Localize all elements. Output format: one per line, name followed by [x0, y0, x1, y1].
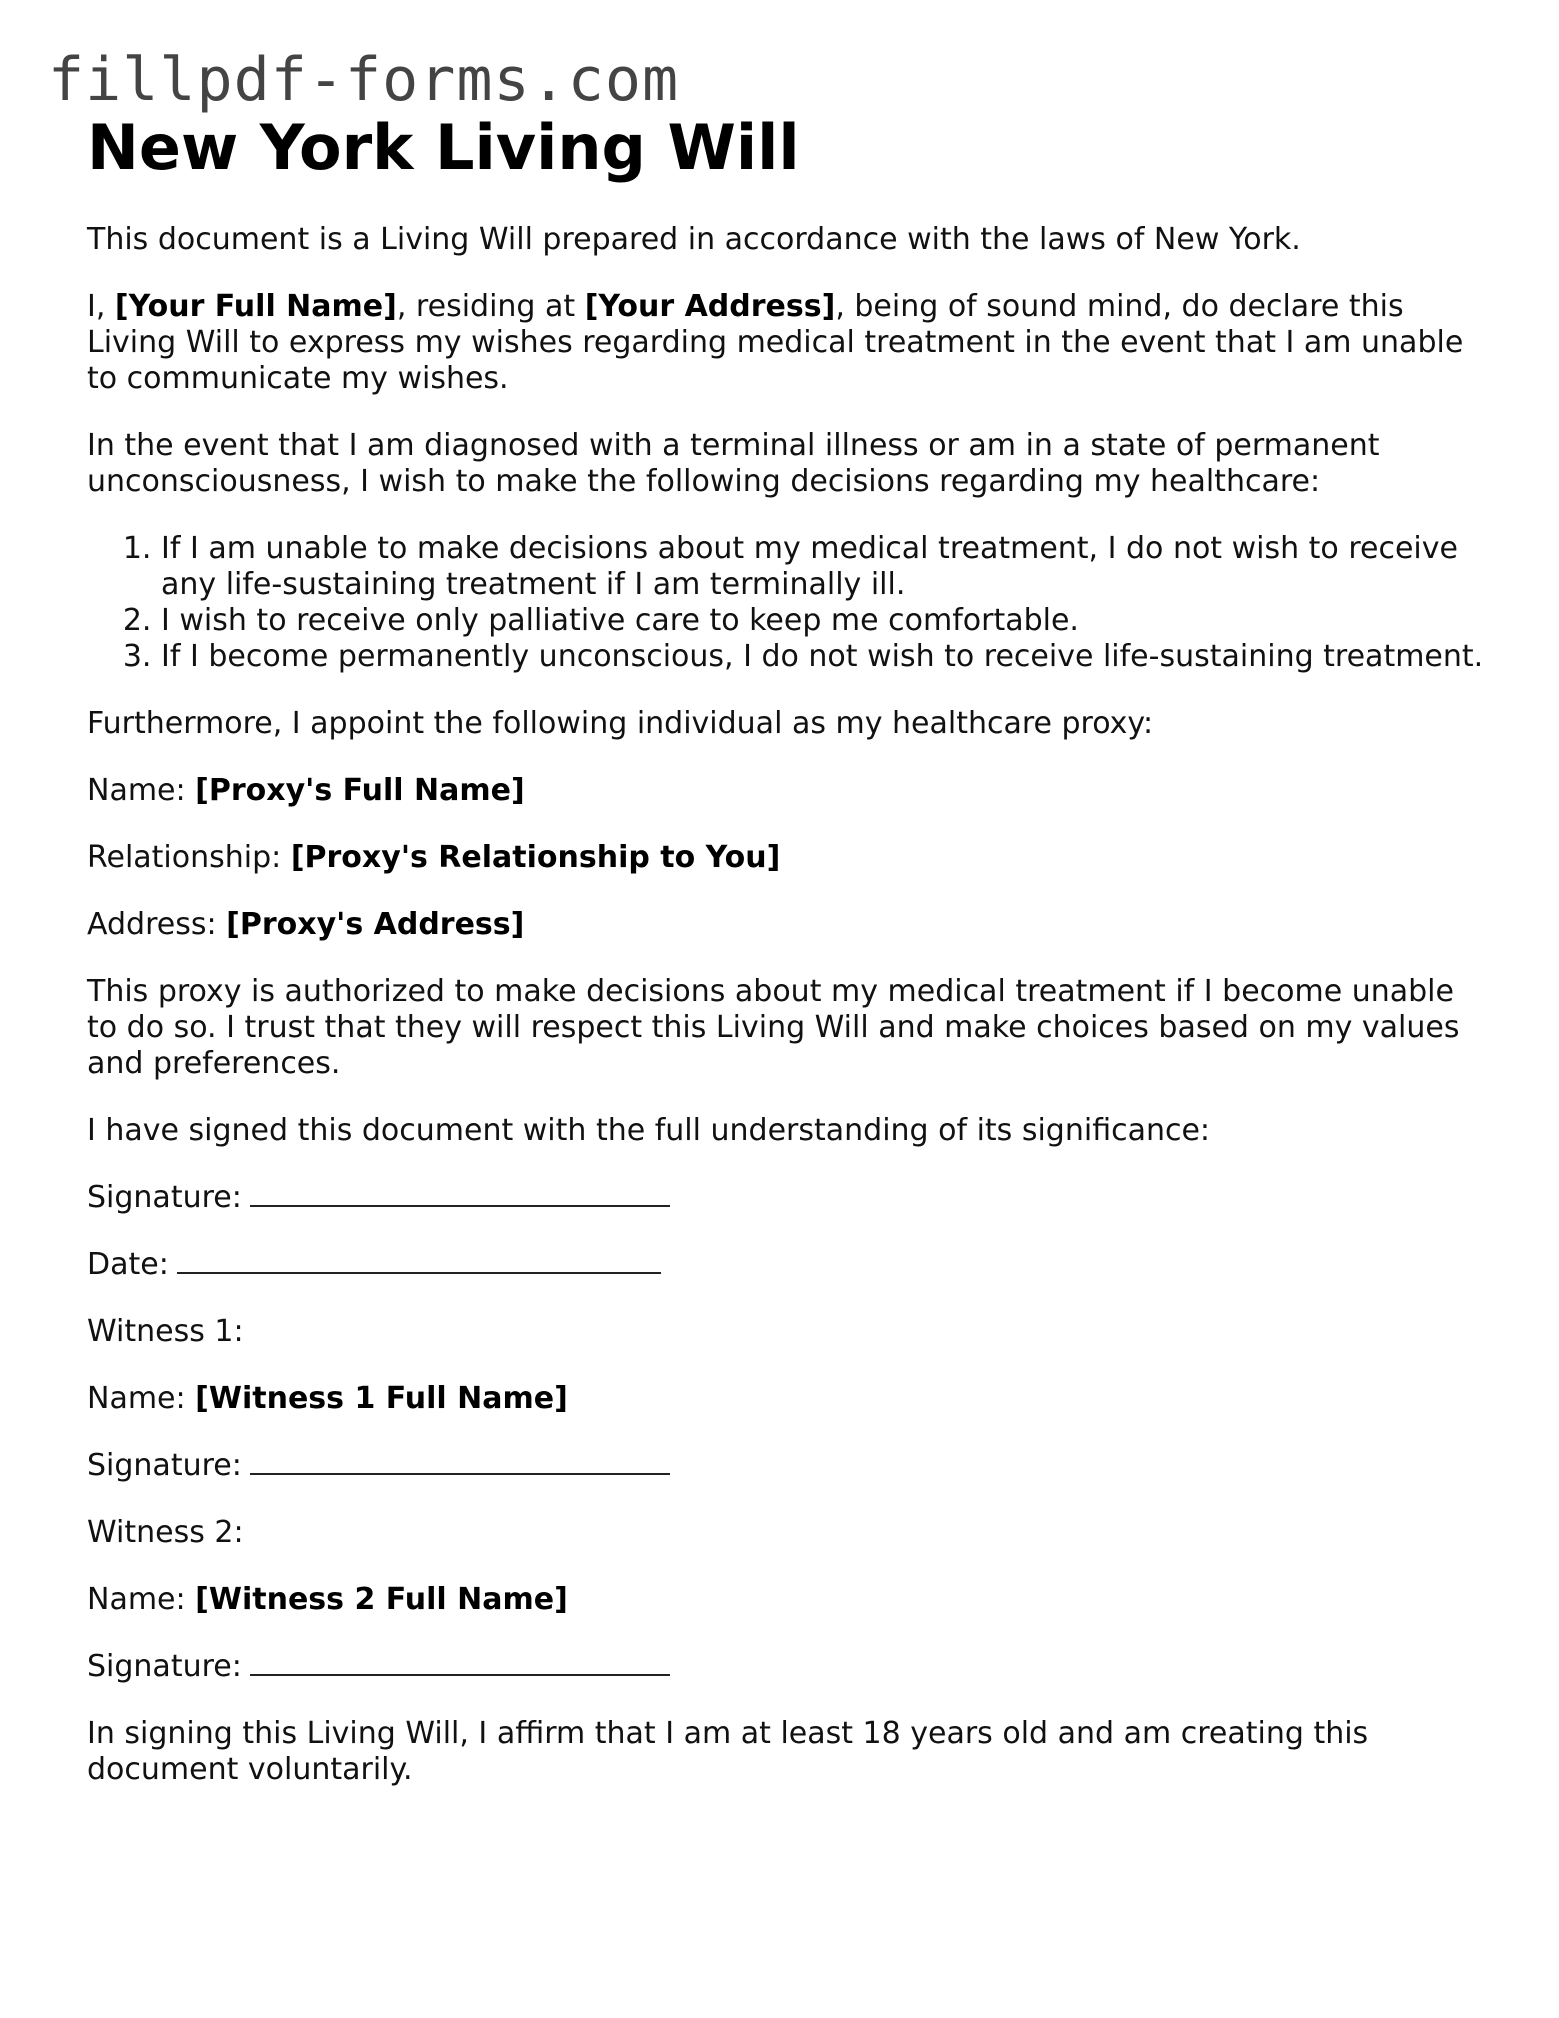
witness1-name-placeholder: [Witness 1 Full Name]	[195, 1381, 568, 1416]
proxy-relationship-label: Relationship:	[87, 840, 291, 875]
witness1-name-label: Name:	[87, 1381, 196, 1416]
your-full-name-placeholder: [Your Full Name]	[114, 289, 397, 324]
signature-label: Signature:	[87, 1180, 242, 1215]
proxy-address-label: Address:	[87, 907, 227, 942]
decision-item: 3. If I become permanently unconscious, I do not wish to receive life-sustaining treatment.	[161, 639, 1487, 675]
declaration-paragraph	[87, 289, 1487, 397]
witness2-signature-line[interactable]	[250, 1650, 670, 1676]
proxy-address-placeholder: [Proxy's Address]	[226, 907, 525, 942]
witness2-signature-row	[87, 1649, 1487, 1685]
date-label: Date:	[87, 1247, 169, 1282]
signature-row	[87, 1180, 1487, 1216]
proxy-name-placeholder: [Proxy's Full Name]	[195, 773, 525, 808]
witness1-signature-line[interactable]	[250, 1449, 670, 1475]
witness1-signature-row	[87, 1448, 1487, 1484]
signature-line[interactable]	[250, 1181, 670, 1207]
decision-item: 2. I wish to receive only palliative care to keep me comfortable.	[161, 603, 1487, 639]
document-title: New York Living Will	[87, 111, 800, 184]
watermark: fillpdf-forms.com	[48, 45, 680, 115]
condition-paragraph: In the event that I am diagnosed with a terminal illness or am in a state of permanent unconsciousness, I wish to make the following decisions regarding my healthcare:	[87, 428, 1380, 499]
witness1-signature-label: Signature:	[87, 1448, 242, 1483]
declaration-prefix: I,	[87, 289, 115, 324]
intro-paragraph: This document is a Living Will prepared in accordance with the laws of New York.	[87, 222, 1301, 257]
proxy-authority-paragraph: This proxy is authorized to make decisions about my medical treatment if I become unable to do so. I trust that they will respect this Living Will and make choices based on my values and preferences.	[87, 974, 1460, 1081]
proxy-address-row	[87, 907, 1487, 943]
date-line[interactable]	[177, 1248, 661, 1274]
document-page	[87, 108, 1487, 1788]
declaration-rest: , being of sound mind, do declare this Living Will to express my wishes regarding medical treatment in the event that I am unable to communicate my wishes.	[87, 289, 1464, 396]
proxy-name-row	[87, 773, 1487, 809]
witness1-name-row	[87, 1381, 1487, 1417]
witness1-heading: Witness 1:	[87, 1314, 244, 1349]
signed-statement: I have signed this document with the full understanding of its significance:	[87, 1113, 1211, 1148]
witness2-name-row	[87, 1582, 1487, 1618]
proxy-name-label: Name:	[87, 773, 196, 808]
your-address-placeholder: [Your Address]	[584, 289, 836, 324]
date-row	[87, 1247, 1487, 1283]
proxy-intro: Furthermore, I appoint the following individual as my healthcare proxy:	[87, 706, 1154, 741]
witness2-signature-label: Signature:	[87, 1649, 242, 1684]
decisions-list	[87, 531, 1487, 675]
witness2-name-label: Name:	[87, 1582, 196, 1617]
witness2-name-placeholder: [Witness 2 Full Name]	[195, 1582, 568, 1617]
witness2-heading: Witness 2:	[87, 1515, 244, 1550]
affirmation-paragraph: In signing this Living Will, I affirm that I am at least 18 years old and am creating this document voluntarily.	[87, 1716, 1369, 1787]
proxy-relationship-row	[87, 840, 1487, 876]
proxy-relationship-placeholder: [Proxy's Relationship to You]	[290, 840, 781, 875]
declaration-residing: , residing at	[396, 289, 585, 324]
decision-item: 1. If I am unable to make decisions about my medical treatment, I do not wish to receive any life-sustaining treatment if I am terminally ill.	[161, 531, 1487, 603]
